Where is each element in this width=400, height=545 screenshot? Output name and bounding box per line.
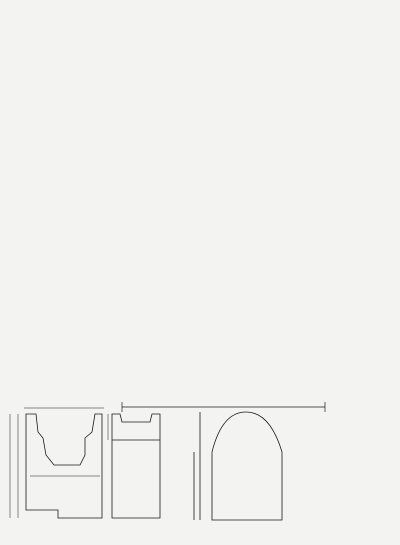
sleeve-piece — [194, 412, 282, 520]
front-piece — [26, 414, 102, 518]
rapport-bracket — [122, 402, 325, 412]
back-piece — [112, 414, 160, 518]
site-watermark — [300, 523, 398, 543]
